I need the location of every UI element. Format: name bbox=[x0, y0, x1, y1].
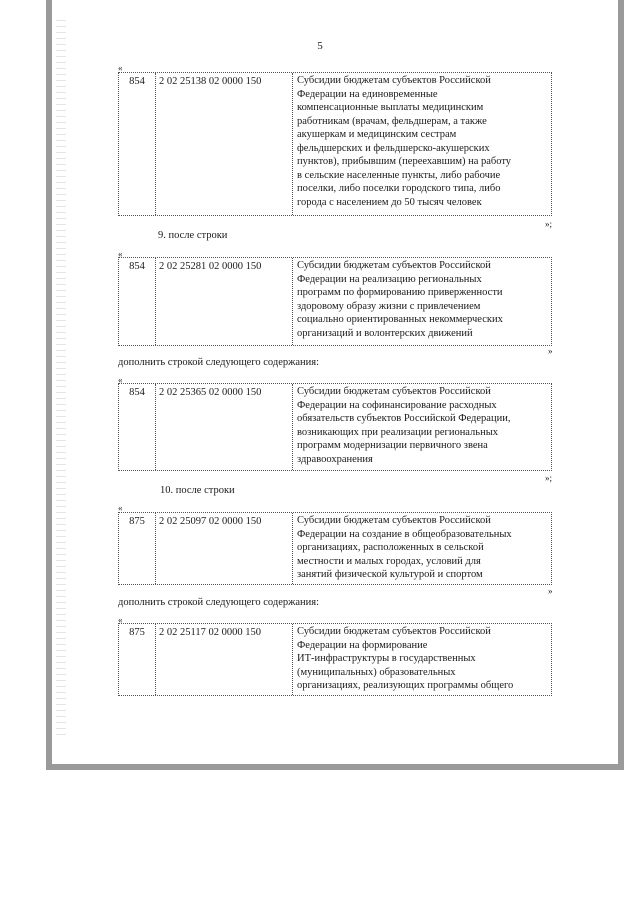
table-row-875-25117 bbox=[118, 623, 552, 696]
row-description: Субсидии бюджетам субъектов Российской Федерации на формирование ИТ-инфраструктуры в государственных (муниципальных) образовательных организациях, реализующих программы общего bbox=[297, 626, 514, 691]
table-row-875-25097 bbox=[118, 512, 552, 585]
row-kbk: 2 02 25117 02 0000 150 bbox=[156, 624, 293, 695]
quote-close-2: » bbox=[548, 346, 553, 356]
row-description: Субсидии бюджетам субъектов Российской Федерации на реализацию региональных программ по формированию приверженности здоровому образу жизни с привлечением социально ориентированных некоммерческих организаций и волонтерских движений bbox=[297, 260, 503, 339]
item-10-heading: 10. после строки bbox=[160, 485, 235, 496]
row-code: 875 bbox=[119, 513, 156, 584]
quote-open-3: « bbox=[118, 375, 123, 385]
row-code: 854 bbox=[119, 384, 156, 470]
add-row-instruction-2: дополнить строкой следующего содержания: bbox=[118, 597, 320, 608]
row-code: 875 bbox=[119, 624, 156, 695]
quote-open-5: « bbox=[118, 615, 123, 625]
table-row-854-25138 bbox=[118, 72, 552, 216]
quote-close-1: »; bbox=[545, 219, 553, 229]
row-description: Субсидии бюджетам субъектов Российской Федерации на софинансирование расходных обязательств субъектов Российской Федерации, возникающих при реализации региональных программ модернизации первичного звена здравоохранения bbox=[297, 386, 511, 465]
row-code: 854 bbox=[119, 73, 156, 215]
row-kbk: 2 02 25138 02 0000 150 bbox=[156, 73, 293, 215]
table-row-854-25365 bbox=[118, 383, 552, 471]
row-description: Субсидии бюджетам субъектов Российской Федерации на создание в общеобразовательных организациях, расположенных в сельской местности и малых городах, условий для занятий физической культурой и спортом bbox=[297, 515, 512, 580]
quote-open-4: « bbox=[118, 503, 123, 513]
row-description: Субсидии бюджетам субъектов Российской Федерации на единовременные компенсационные выплаты медицинским работникам (врачам, фельдшерам, а также акушеркам и медицинским сестрам фельдшерских и фельдшерско-акушерских пунктов), прибывшим (переехавшим) на работу в сельские населенные пункты, либо рабочие поселки, либо поселки городского типа, либо города с населением до 50 тысяч человек bbox=[297, 75, 512, 208]
quote-close-3: »; bbox=[545, 473, 553, 483]
page-number: 5 bbox=[317, 40, 323, 52]
table-row-854-25281 bbox=[118, 257, 552, 346]
quote-open-1: « bbox=[118, 63, 123, 73]
quote-close-4: » bbox=[548, 586, 553, 596]
scan-artifact-border bbox=[56, 20, 66, 740]
row-kbk: 2 02 25097 02 0000 150 bbox=[156, 513, 293, 584]
item-9-heading: 9. после строки bbox=[158, 230, 228, 241]
row-kbk: 2 02 25281 02 0000 150 bbox=[156, 258, 293, 345]
row-code: 854 bbox=[119, 258, 156, 345]
add-row-instruction-1: дополнить строкой следующего содержания: bbox=[118, 357, 320, 368]
quote-open-2: « bbox=[118, 249, 123, 259]
row-kbk: 2 02 25365 02 0000 150 bbox=[156, 384, 293, 470]
